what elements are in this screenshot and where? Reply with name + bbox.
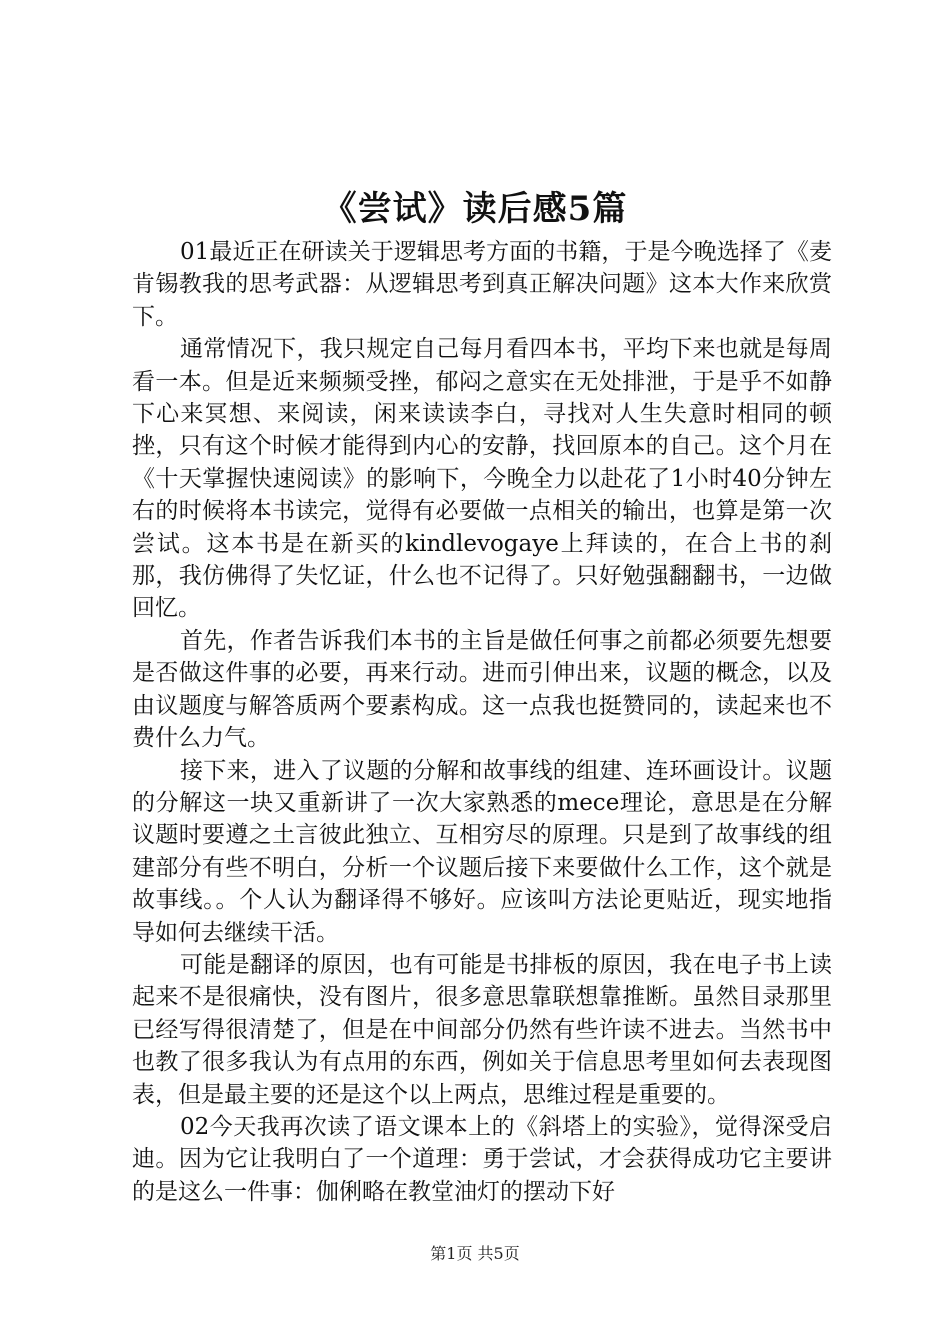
paragraph-1: 01最近正在研读关于逻辑思考方面的书籍，于是今晚选择了《麦肯锡教我的思考武器：从逻辑思考到真正解决问题》这本大作来欣赏下。 — [132, 239, 832, 330]
document-body — [132, 236, 832, 1208]
page-number-footer: 第1页 共5页 — [430, 1244, 520, 1263]
paragraph-4: 接下来，进入了议题的分解和故事线的组建、连环画设计。议题的分解这一块又重新讲了一次大家熟悉的mece理论，意思是在分解议题时要遵之土言彼此独立、互相穷尽的原理。只是到了故事线的组建部分有些不明白，分析一个议题后接下来要做什么工作，这个就是故事线。。个人认为翻译得不够好。应该叫方法论更贴近，现实地指导如何去继续干活。 — [132, 757, 832, 946]
paragraph-2: 通常情况下，我只规定自己每月看四本书，平均下来也就是每周看一本。但是近来频频受挫，郁闷之意实在无处排泄，于是乎不如静下心来冥想、来阅读，闲来读读李白，寻找对人生失意时相同的顿挫，只有这个时候才能得到内心的安静，找回原本的自己。这个月在《十天掌握快速阅读》的影响下，今晚全力以赴花了1小时40分钟左右的时候将本书读完，觉得有必要做一点相关的输出，也算是第一次尝试。这本书是在新买的kindlevogaye上拜读的，在合上书的刹那，我仿佛得了失忆证，什么也不记得了。只好勉强翻翻书，一边做回忆。 — [132, 336, 832, 622]
paragraph-5: 可能是翻译的原因，也有可能是书排板的原因，我在电子书上读起来不是很痛快，没有图片，很多意思靠联想靠推断。虽然目录那里已经写得很清楚了，但是在中间部分仍然有些许读不进去。当然书中也教了很多我认为有点用的东西，例如关于信息思考里如何去表现图表，但是最主要的还是这个以上两点，思维过程是重要的。 — [132, 951, 832, 1108]
paragraph-3: 首先，作者告诉我们本书的主旨是做任何事之前都必须要先想要是否做这件事的必要，再来行动。进而引伸出来，议题的概念，以及由议题度与解答质两个要素构成。这一点我也挺赞同的，读起来也不费什么力气。 — [132, 627, 832, 752]
document-title: 《尝试》读后感5篇 — [322, 189, 628, 229]
paragraph-6: 02今天我再次读了语文课本上的《斜塔上的实验》，觉得深受启迪。因为它让我明白了一个道理：勇于尝试，才会获得成功它主要讲的是这么一件事：伽俐略在教堂油灯的摆动下好 — [132, 1113, 832, 1205]
